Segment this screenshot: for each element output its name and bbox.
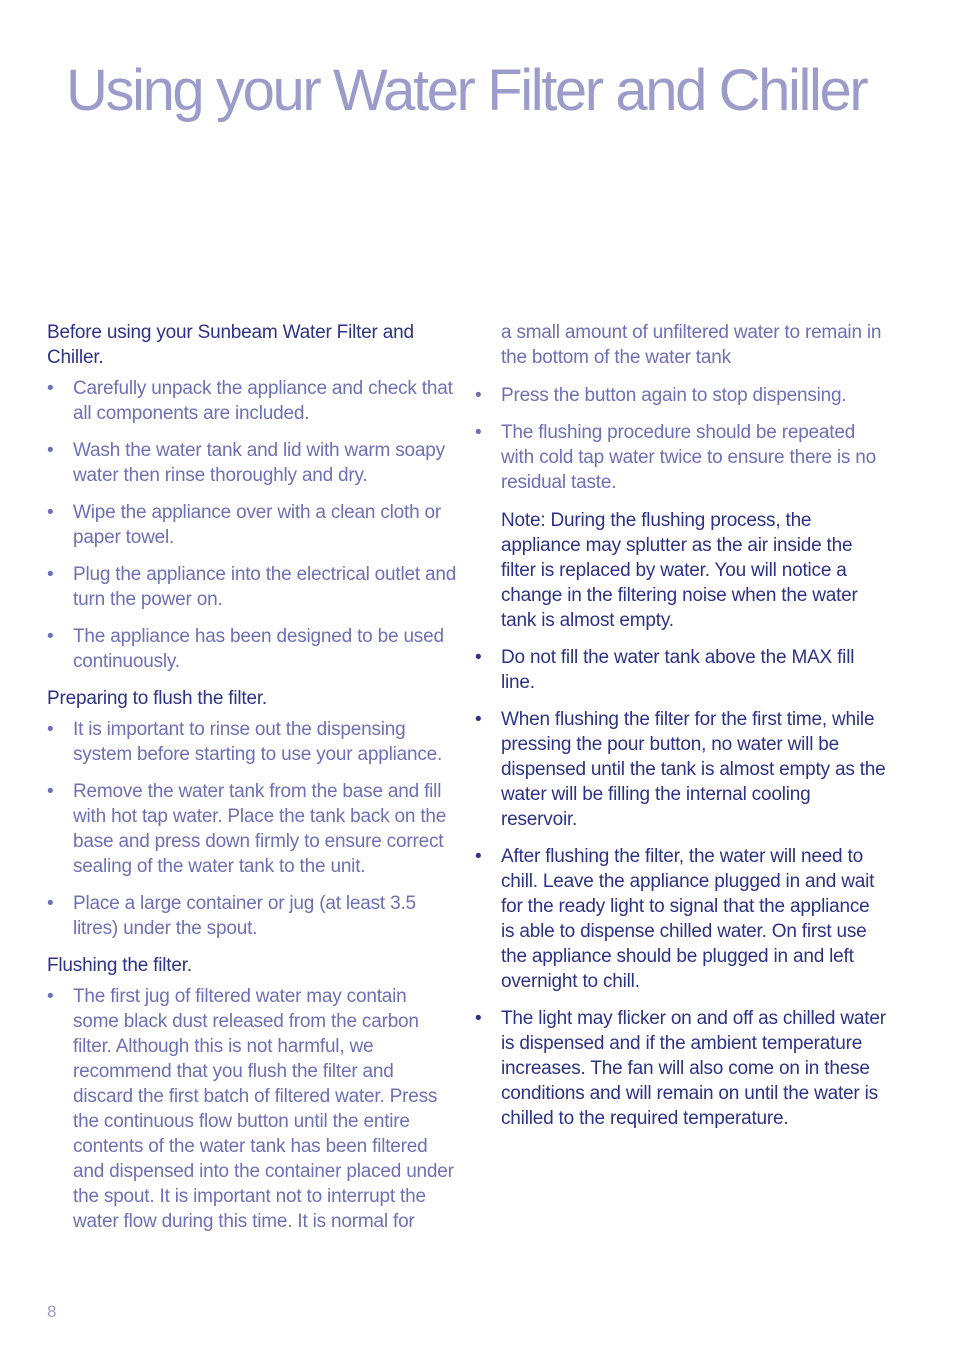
page-number: 8 (47, 1302, 57, 1321)
list-item: • Wash the water tank and lid with warm soapy water then rinse thoroughly and dry. (47, 438, 457, 488)
before-using-list (47, 376, 457, 674)
list-item: • The flushing procedure should be repeated with cold tap water twice to ensure there is no residual taste. (475, 420, 887, 495)
page-title: Using your Water Filter and Chiller (66, 58, 867, 123)
list-item: • Plug the appliance into the electrical outlet and turn the power on. (47, 562, 457, 612)
continued-text: a small amount of unfiltered water to remain in the bottom of the water tank (501, 322, 882, 368)
list-item: • The light may flicker on and off as chilled water is dispensed and if the ambient temperature increases. The fan will also come on in these conditions and will remain on until the water is chilled to the required temperature. (475, 1006, 887, 1131)
list-item: • Place a large container or jug (at least 3.5 litres) under the spout. (47, 891, 457, 941)
list-item: • Remove the water tank from the base and fill with hot tap water. Place the tank back on the base and press down firmly to ensure correct sealing of the water tank to the unit. (47, 779, 457, 879)
list-item: • Do not fill the water tank above the MAX fill line. (475, 645, 887, 695)
section-heading-before-using: Before using your Sunbeam Water Filter and Chiller. (47, 322, 414, 368)
list-item: • After flushing the filter, the water will need to chill. Leave the appliance plugged in and wait for the ready light to signal that the appliance is able to dispense chilled water. On first use the appliance should be plugged in and left overnight to chill. (475, 844, 887, 994)
left-column (47, 320, 457, 1246)
flushing-steps-list (475, 383, 887, 495)
right-column (475, 320, 887, 1143)
list-item: • The first jug of filtered water may contain some black dust released from the carbon filter. Although this is not harmful, we recommend that you flush the filter and discard the first batch of filtered water. Press the continuous flow button until the entire contents of the water tank has been filtered and dispensed into the container placed under the spout. It is important not to interrupt the water flow during this time. It is normal for (47, 984, 457, 1234)
list-item: • It is important to rinse out the dispensing system before starting to use your appliance. (47, 717, 457, 767)
list-item: • The appliance has been designed to be used continuously. (47, 624, 457, 674)
list-item: • Press the button again to stop dispensing. (475, 383, 887, 408)
note-paragraph: Note: During the flushing process, the appliance may splutter as the air inside the filter is replaced by water. You will notice a change in the filtering noise when the water tank is almost empty. (501, 510, 858, 631)
flushing-list (47, 984, 457, 1234)
list-item: • Carefully unpack the appliance and check that all components are included. (47, 376, 457, 426)
preparing-list (47, 717, 457, 941)
section-heading-flushing: Flushing the filter. (47, 955, 192, 976)
list-item: • When flushing the filter for the first time, while pressing the pour button, no water will be dispensed until the tank is almost empty as the water will be filling the internal cooling reservoir. (475, 707, 887, 832)
notes-list (475, 645, 887, 1131)
list-item: • Wipe the appliance over with a clean cloth or paper towel. (47, 500, 457, 550)
section-heading-preparing: Preparing to flush the filter. (47, 688, 268, 709)
